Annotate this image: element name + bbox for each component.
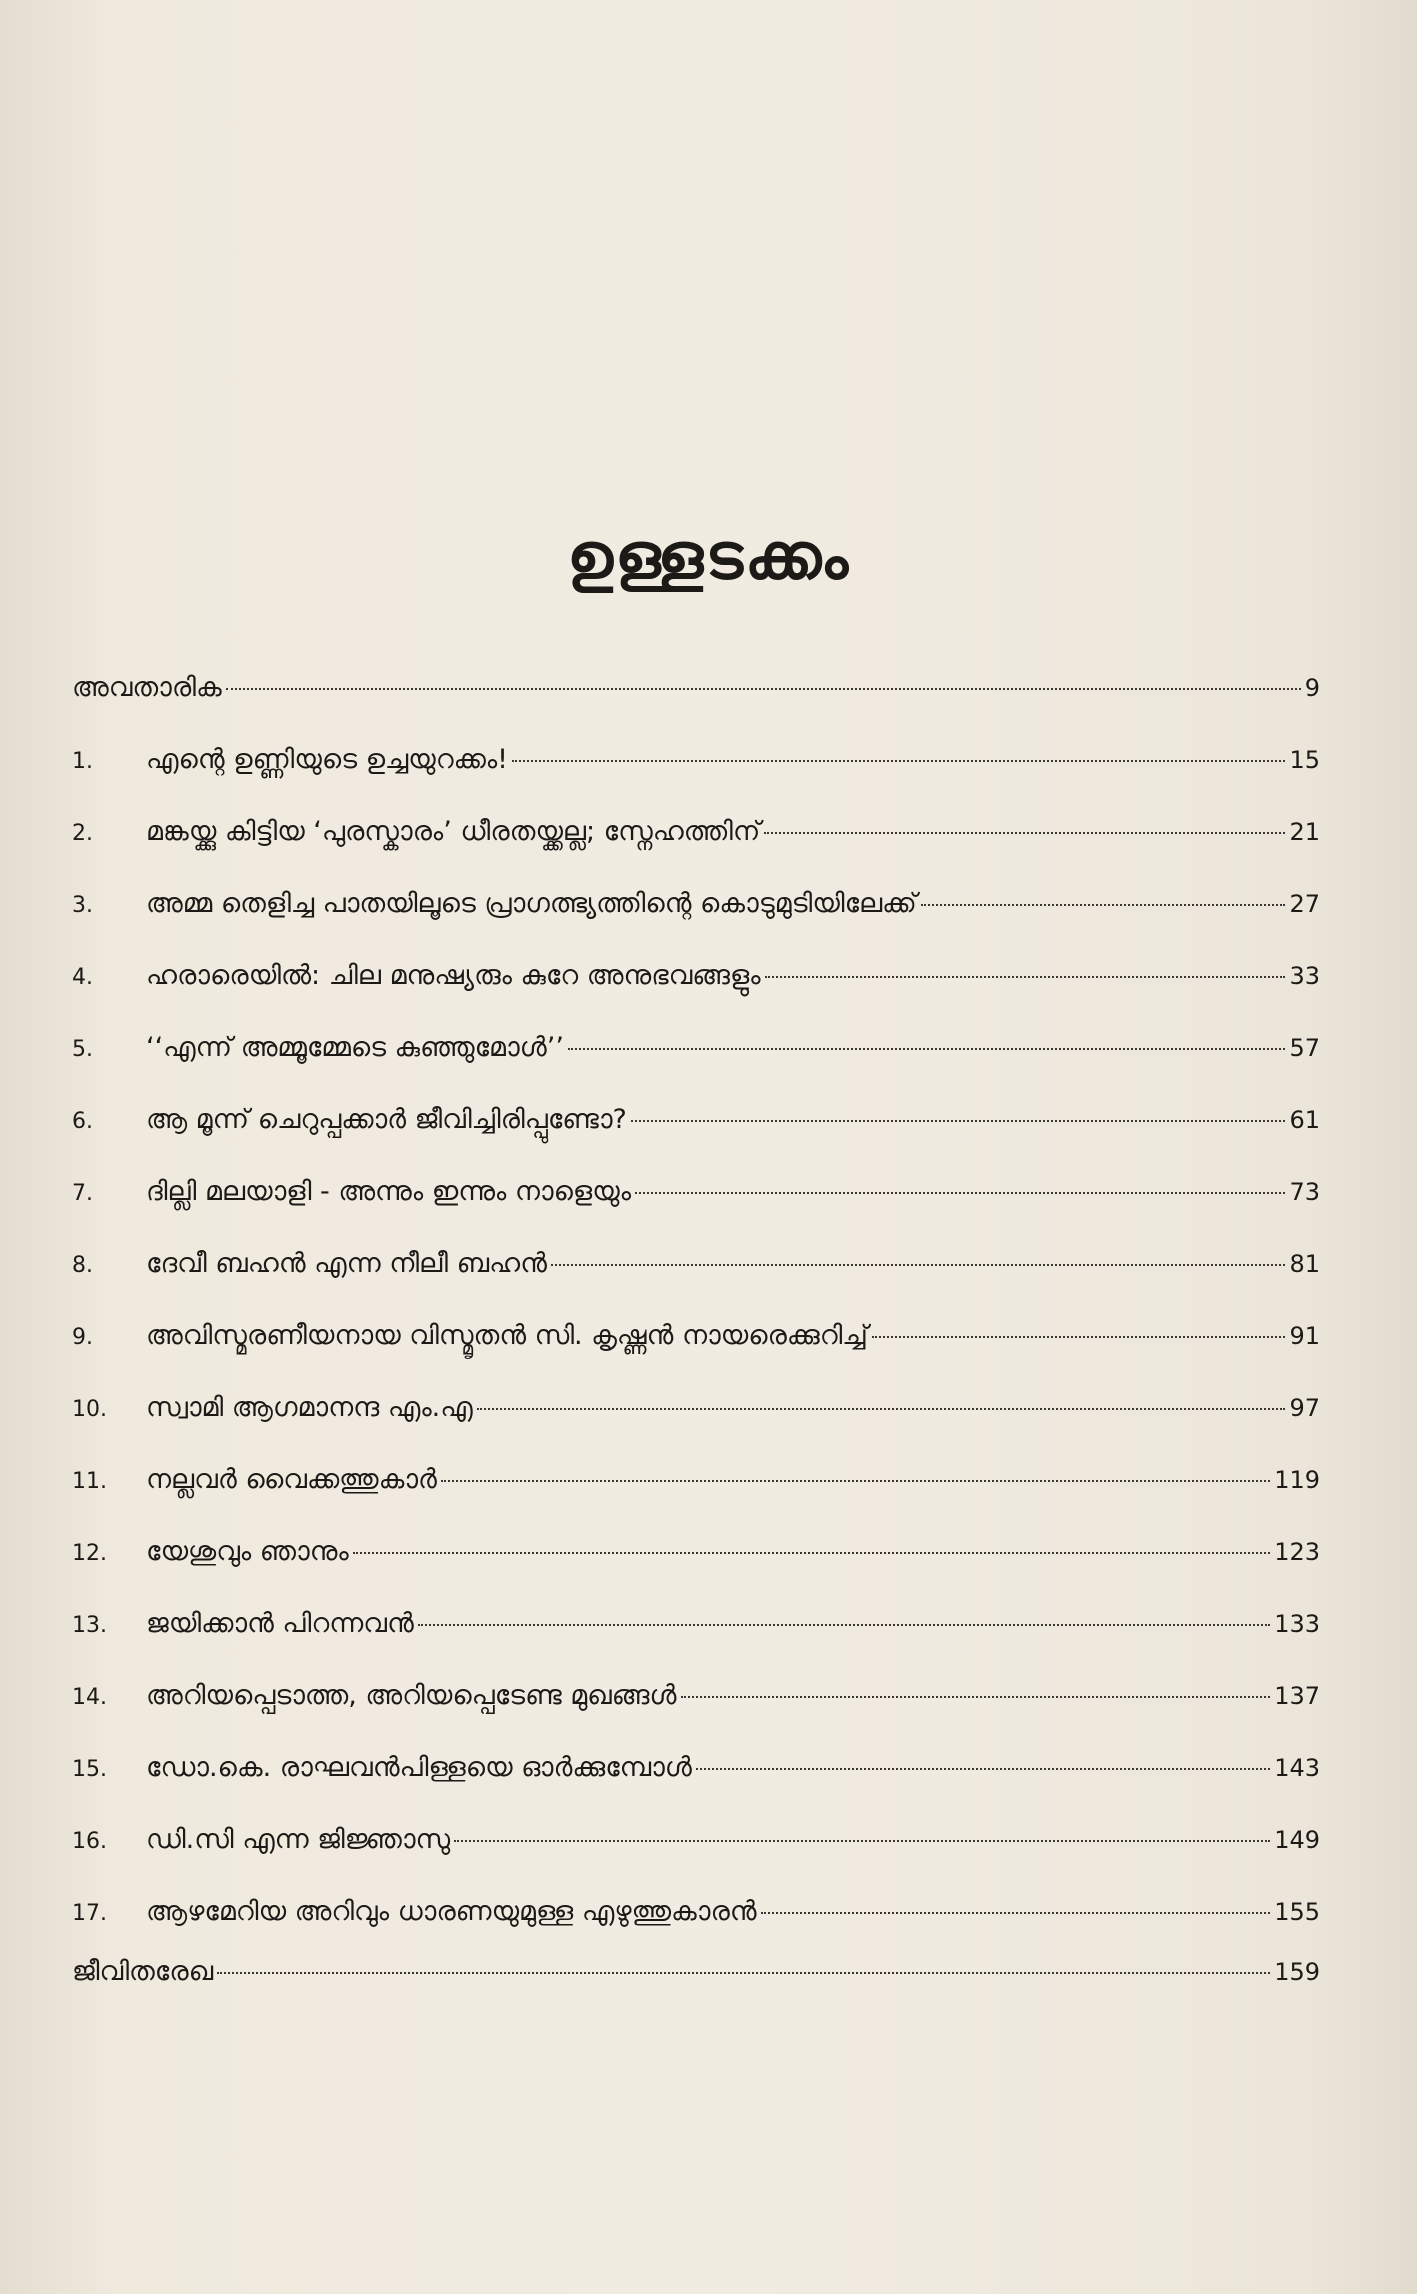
toc-entry-number: 12. <box>72 1541 107 1566</box>
toc-entry-number: 17. <box>72 1901 107 1926</box>
dot-leader <box>635 1192 1285 1194</box>
toc-entry <box>72 1104 1320 1144</box>
dot-leader <box>226 688 1301 690</box>
toc-entry-page: 119 <box>1274 1466 1320 1494</box>
toc-entry <box>72 1608 1320 1648</box>
toc-entry <box>72 1464 1320 1504</box>
toc-entry-number: 11. <box>72 1469 107 1494</box>
toc-entry <box>72 1392 1320 1432</box>
dot-leader <box>353 1552 1270 1554</box>
toc-entry-number: 1. <box>72 749 93 774</box>
toc-entry-title: എന്റെ ഉണ്ണിയുടെ ഉച്ചയുറക്കം! <box>146 744 509 775</box>
toc-entry-title: മങ്കയ്ക്കു കിട്ടിയ ‘പുരസ്കാരം’ ധീരതയ്ക്കല്ല; സ്നേഹത്തിന് <box>146 816 761 847</box>
toc-entry-title: ജയിക്കാൻ പിറന്നവൻ <box>146 1608 414 1639</box>
toc-entry-number: 16. <box>72 1829 107 1854</box>
dot-leader <box>418 1624 1270 1626</box>
toc-entry-title: അമ്മ തെളിച്ച പാതയിലൂടെ പ്രാഗത്ഭ്യത്തിന്റെ കൊടുമുടിയിലേക്ക് <box>146 888 917 919</box>
toc-entry-number: 10. <box>72 1397 107 1422</box>
dot-leader <box>477 1408 1286 1410</box>
toc-entry-number: 14. <box>72 1685 107 1710</box>
toc-entry-number: 2. <box>72 821 93 846</box>
toc-entry-page: 33 <box>1289 962 1320 990</box>
toc-entry-title: ‘‘എന്ന് അമ്മൂമ്മേടെ കുഞ്ഞുമോൾ’’ <box>146 1032 564 1063</box>
toc-entry-page: 91 <box>1289 1322 1320 1350</box>
toc-appendix-label: ജീവിതരേഖ <box>72 1956 214 1987</box>
dot-leader <box>872 1336 1286 1338</box>
dot-leader <box>681 1696 1271 1698</box>
dot-leader <box>761 1912 1271 1914</box>
dot-leader <box>551 1264 1286 1266</box>
dot-leader <box>454 1840 1270 1842</box>
toc-preface <box>72 672 1320 712</box>
toc-entry <box>72 816 1320 856</box>
toc-entry-page: 133 <box>1274 1610 1320 1638</box>
dot-leader <box>512 760 1285 762</box>
toc-entry-page: 123 <box>1274 1538 1320 1566</box>
toc-entry-title: ആഴമേറിയ അറിവും ധാരണയുമുള്ള എഴുത്തുകാരൻ <box>146 1896 757 1927</box>
toc-entry <box>72 1248 1320 1288</box>
toc-preface-page: 9 <box>1304 674 1320 702</box>
toc-entry-number: 4. <box>72 965 93 990</box>
toc-appendix <box>72 1956 1320 1996</box>
toc-entry-title: ദേവീ ബഹൻ എന്ന നീലീ ബഹൻ <box>146 1248 547 1279</box>
dot-leader <box>568 1048 1286 1050</box>
toc-entry-title: അറിയപ്പെടാത്ത, അറിയപ്പെടേണ്ട മുഖങ്ങൾ <box>146 1680 677 1711</box>
toc-entry <box>72 1752 1320 1792</box>
toc-entry-page: 81 <box>1289 1250 1320 1278</box>
toc-entry-number: 9. <box>72 1325 93 1350</box>
dot-leader <box>441 1480 1270 1482</box>
dot-leader <box>217 1972 1270 1974</box>
toc-entry <box>72 1032 1320 1072</box>
toc-entry-title: സ്വാമി ആഗമാനന്ദ എം.എ <box>146 1392 473 1423</box>
dot-leader <box>764 832 1285 834</box>
toc-entry-title: നല്ലവർ വൈക്കത്തുകാർ <box>146 1464 437 1495</box>
toc-entry-page: 155 <box>1274 1898 1320 1926</box>
toc-entry-title: ഡി.സി എന്ന ജിജ്ഞാസു <box>146 1824 451 1855</box>
toc-preface-label: അവതാരിക <box>72 672 222 703</box>
toc-entry <box>72 744 1320 784</box>
toc-entry <box>72 1176 1320 1216</box>
toc-entry-number: 3. <box>72 893 93 918</box>
toc-entry-title: ഡോ.കെ. രാഘവൻപിള്ളയെ ഓർക്കുമ്പോൾ <box>146 1752 692 1783</box>
toc-entry <box>72 1536 1320 1576</box>
toc-entry-title: ആ മൂന്ന് ചെറുപ്പക്കാർ ജീവിച്ചിരിപ്പുണ്ടോ? <box>146 1104 627 1135</box>
toc-entry-page: 15 <box>1289 746 1320 774</box>
toc-entry <box>72 1896 1320 1936</box>
toc-entry-page: 143 <box>1274 1754 1320 1782</box>
toc-entry-page: 149 <box>1274 1826 1320 1854</box>
toc-entry-title: അവിസ്മരണീയനായ വിസ്മൃതൻ സി. കൃഷ്ണൻ നായരെക്കുറിച്ച് <box>146 1320 868 1351</box>
toc-entry <box>72 1680 1320 1720</box>
toc-entry-title: ദില്ലി മലയാളി - അന്നും ഇന്നും നാളെയും <box>146 1176 632 1207</box>
toc-entry-page: 97 <box>1289 1394 1320 1422</box>
toc-entry-title: യേശുവും ഞാനും <box>146 1536 349 1567</box>
dot-leader <box>921 904 1286 906</box>
toc-entry-page: 21 <box>1289 818 1320 846</box>
toc-appendix-page: 159 <box>1274 1958 1320 1986</box>
toc-entry-page: 57 <box>1289 1034 1320 1062</box>
toc-entry <box>72 888 1320 928</box>
toc-entry-number: 6. <box>72 1109 93 1134</box>
dot-leader <box>696 1768 1270 1770</box>
toc-entry-number: 8. <box>72 1253 93 1278</box>
toc-entry-page: 27 <box>1289 890 1320 918</box>
toc-entry-page: 61 <box>1289 1106 1320 1134</box>
toc-entry <box>72 1320 1320 1360</box>
toc-entry-number: 7. <box>72 1181 93 1206</box>
toc-entry-number: 15. <box>72 1757 107 1782</box>
dot-leader <box>631 1120 1286 1122</box>
toc-entry-page: 73 <box>1289 1178 1320 1206</box>
toc-entry <box>72 1824 1320 1864</box>
toc-entry-title: ഹരാരെയിൽ: ചില മനുഷ്യരും കുറേ അനുഭവങ്ങളും <box>146 960 761 991</box>
toc-entry-number: 13. <box>72 1613 107 1638</box>
toc-entry-page: 137 <box>1274 1682 1320 1710</box>
toc-entry <box>72 960 1320 1000</box>
toc-entry-number: 5. <box>72 1037 93 1062</box>
dot-leader <box>765 976 1286 978</box>
page-title: ഉള്ളടക്കം <box>566 520 851 594</box>
